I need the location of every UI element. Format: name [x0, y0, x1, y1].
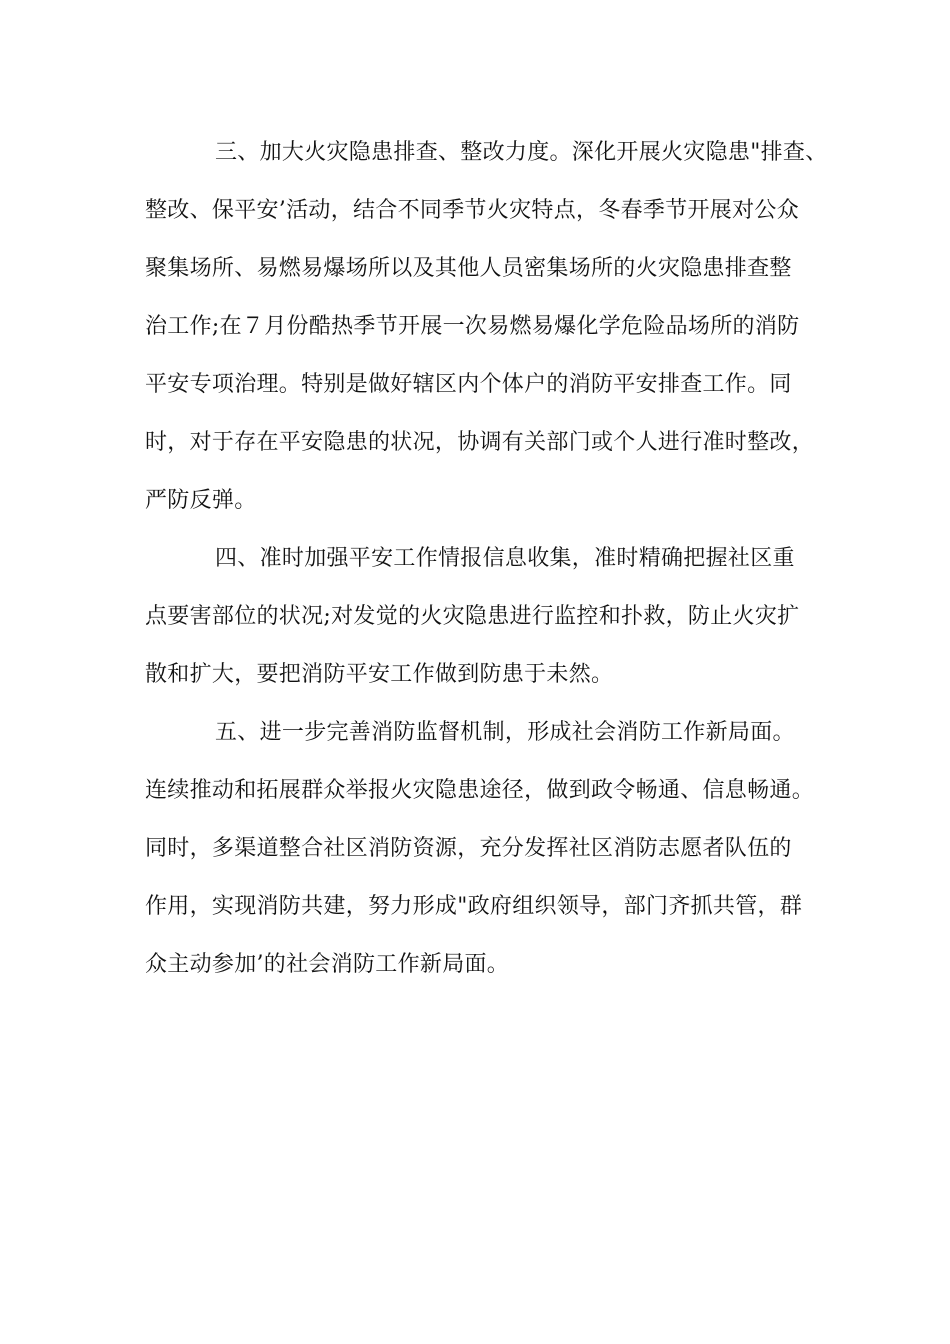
paragraph-line: 时，对于存在平安隐患的状况，协调有关部门或个人进行准时整改，: [145, 430, 815, 455]
paragraph-line: 连续推动和拓展群众举报火灾隐患途径，做到政令畅通、信息畅通。: [145, 778, 815, 803]
paragraph-line: 治工作;在７月份酷热季节开展一次易燃易爆化学危险品场所的消防: [145, 314, 800, 339]
paragraph-line: 三、加大火灾隐患排查、整改力度。深化开展火灾隐患"排查、: [215, 140, 828, 165]
paragraph-line: 点要害部位的状况;对发觉的火灾隐患进行监控和扑救，防止火灾扩: [145, 604, 800, 629]
paragraph-line: 作用，实现消防共建，努力形成"政府组织领导，部门齐抓共管，群: [145, 894, 803, 919]
paragraph-line: 聚集场所、易燃易爆场所以及其他人员密集场所的火灾隐患排查整: [145, 256, 792, 281]
paragraph-line: 众主动参加’的社会消防工作新局面。: [145, 952, 510, 977]
paragraph-line: 四、准时加强平安工作情报信息收集，准时精确把握社区重: [215, 546, 795, 571]
paragraph-line: 平安专项治理。特别是做好辖区内个体户的消防平安排查工作。同: [145, 372, 792, 397]
paragraph-line: 散和扩大，要把消防平安工作做到防患于未然。: [145, 662, 614, 687]
paragraph-line: 同时，多渠道整合社区消防资源，充分发挥社区消防志愿者队伍的: [145, 836, 792, 861]
paragraph-line: 严防反弹。: [145, 488, 257, 513]
paragraph-line: 整改、保平安’活动，结合不同季节火灾特点，冬春季节开展对公众: [145, 198, 799, 223]
paragraph-line: 五、进一步完善消防监督机制，形成社会消防工作新局面。: [215, 720, 795, 745]
